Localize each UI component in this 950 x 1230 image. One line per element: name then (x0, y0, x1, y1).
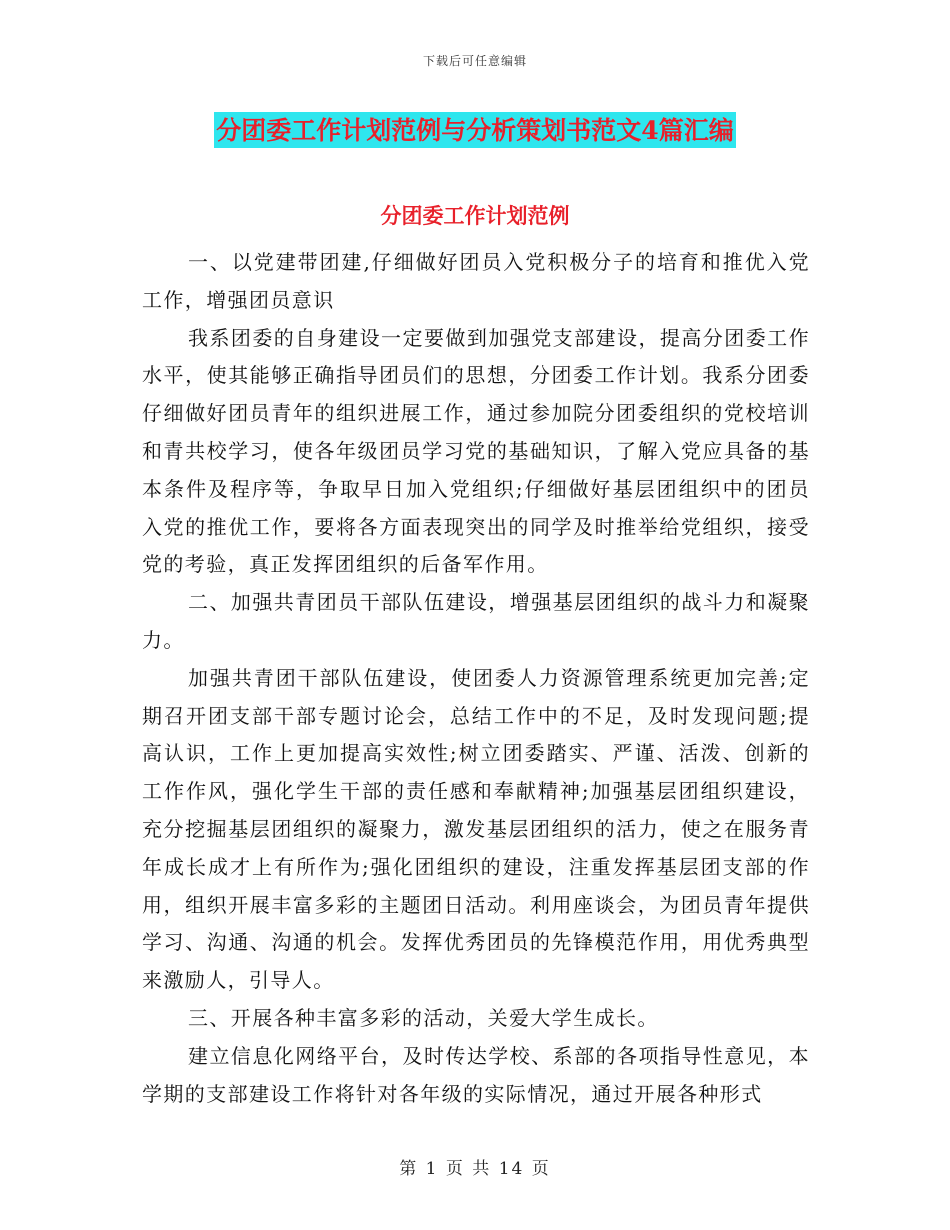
section-title: 分团委工作计划范例 (380, 203, 570, 228)
paragraph-3: 二、加强共青团员干部队伍建设，增强基层团组织的战斗力和凝聚力。 (142, 590, 810, 652)
paragraph-6: 建立信息化网络平台，及时传达学校、系部的各项指导性意见，本学期的支部建设工作将针对各年级的实际情况，通过开展各种形式 (142, 1043, 810, 1106)
paragraph-2: 我系团委的自身建设一定要做到加强党支部建设，提高分团委工作水平，使其能够正确指导团员们的思想，分团委工作计划。我系分团委仔细做好团员青年的组织进展工作，通过参加院分团委组织的党校培训和青共校学习，使各年级团员学习党的基础知识，了解入党应具备的基本条件及程序等，争取早日加入党组织;仔细做好基层团组织中的团员入党的推优工作，要将各方面表现突出的同学及时推举给党组织，接受党的考验，真正发挥团组织的后备军作用。 (142, 325, 810, 577)
paragraph-5: 三、开展各种丰富多彩的活动，关爱大学生成长。 (188, 1005, 659, 1030)
paragraph-1: 一、以党建带团建,仔细做好团员入党积极分子的培育和推优入党工作，增强团员意识 (142, 250, 810, 312)
page-footer: 第 1 页 共 14 页 (399, 1159, 551, 1179)
document-body (142, 244, 810, 1113)
header-note: 下载后可任意编辑 (422, 54, 527, 68)
main-title: 分团委工作计划范例与分析策划书范文4篇汇编 (214, 112, 735, 148)
paragraph-4: 加强共青团干部队伍建设，使团委人力资源管理系统更加完善;定期召开团支部干部专题讨论会，总结工作中的不足，及时发现问题;提高认识，工作上更加提高实效性;树立团委踏实、严谨、活泼、创新的工作作风，强化学生干部的责任感和奉献精神;加强基层团组织建设，充分挖掘基层团组织的凝聚力，激发基层团组织的活力，使之在服务青年成长成才上有所作为;强化团组织的建设，注重发挥基层团支部的作用，组织开展丰富多彩的主题团日活动。利用座谈会，为团员青年提供学习、沟通、沟通的机会。发挥优秀团员的先锋模范作用，用优秀典型来激励人，引导人。 (142, 665, 810, 993)
main-title-wrap (0, 112, 950, 148)
